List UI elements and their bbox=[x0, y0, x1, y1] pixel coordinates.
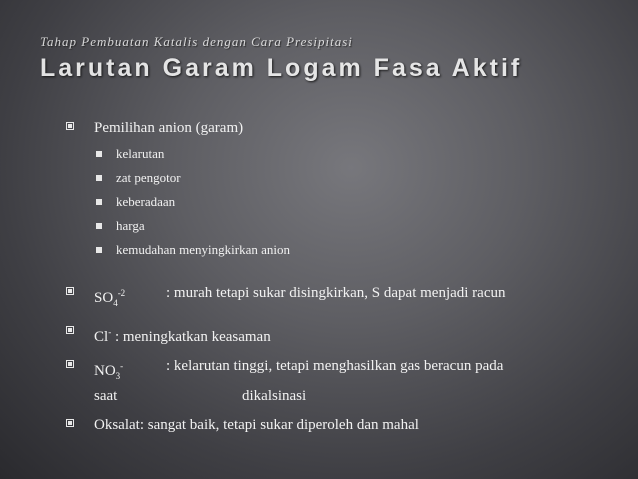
sub-item bbox=[66, 238, 626, 262]
bullet-item-no3 bbox=[66, 356, 626, 406]
so4-description: : murah tetapi sukar disingkirkan, S dapat menjadi racun bbox=[166, 285, 506, 301]
bullet-text: Pemilihan anion (garam) bbox=[94, 120, 244, 136]
box-bullet-icon bbox=[66, 326, 74, 334]
bullet-item-cl bbox=[66, 322, 626, 347]
box-bullet-icon bbox=[66, 419, 74, 427]
box-bullet-icon bbox=[66, 122, 74, 130]
square-bullet-icon bbox=[96, 175, 102, 181]
no3-description: : kelarutan tinggi, tetapi menghasilkan gas beracun pada bbox=[166, 358, 504, 374]
sub-item-text: harga bbox=[116, 218, 145, 233]
bullet-item-so4 bbox=[66, 283, 626, 313]
bullet-item-anion bbox=[66, 118, 626, 138]
cl-formula: Cl- bbox=[94, 327, 112, 345]
square-bullet-icon bbox=[96, 247, 102, 253]
bullet-item-oksalat bbox=[66, 415, 626, 435]
no3-continuation-b: dikalsinasi bbox=[242, 388, 307, 404]
box-bullet-icon bbox=[66, 360, 74, 368]
title-block bbox=[40, 34, 522, 83]
cl-description: : meningkatkan keasaman bbox=[111, 329, 271, 345]
square-bullet-icon bbox=[96, 223, 102, 229]
sub-item-text: zat pengotor bbox=[116, 170, 181, 185]
sub-item-text: kemudahan menyingkirkan anion bbox=[116, 242, 291, 257]
sub-item-text: keberadaan bbox=[116, 194, 176, 209]
sub-item bbox=[66, 214, 626, 238]
sub-item bbox=[66, 142, 626, 166]
no3-formula: $NO_3^-$ bbox=[94, 361, 124, 381]
sub-item-text: kelarutan bbox=[116, 146, 165, 161]
slide-title: Larutan Garam Logam Fasa Aktif bbox=[40, 54, 523, 82]
no3-continuation-a: saat bbox=[94, 388, 118, 404]
square-bullet-icon bbox=[96, 151, 102, 157]
box-bullet-icon bbox=[66, 287, 74, 295]
sub-item bbox=[66, 190, 626, 214]
so4-formula: $SO_4^{-2}$ bbox=[94, 288, 126, 308]
sub-item bbox=[66, 166, 626, 190]
slide-supertitle: Tahap Pembuatan Katalis dengan Cara Presipitasi bbox=[40, 34, 353, 49]
square-bullet-icon bbox=[96, 199, 102, 205]
slide-content bbox=[66, 118, 626, 435]
oksalat-text: Oksalat: sangat baik, tetapi sukar diperoleh dan mahal bbox=[94, 417, 419, 433]
